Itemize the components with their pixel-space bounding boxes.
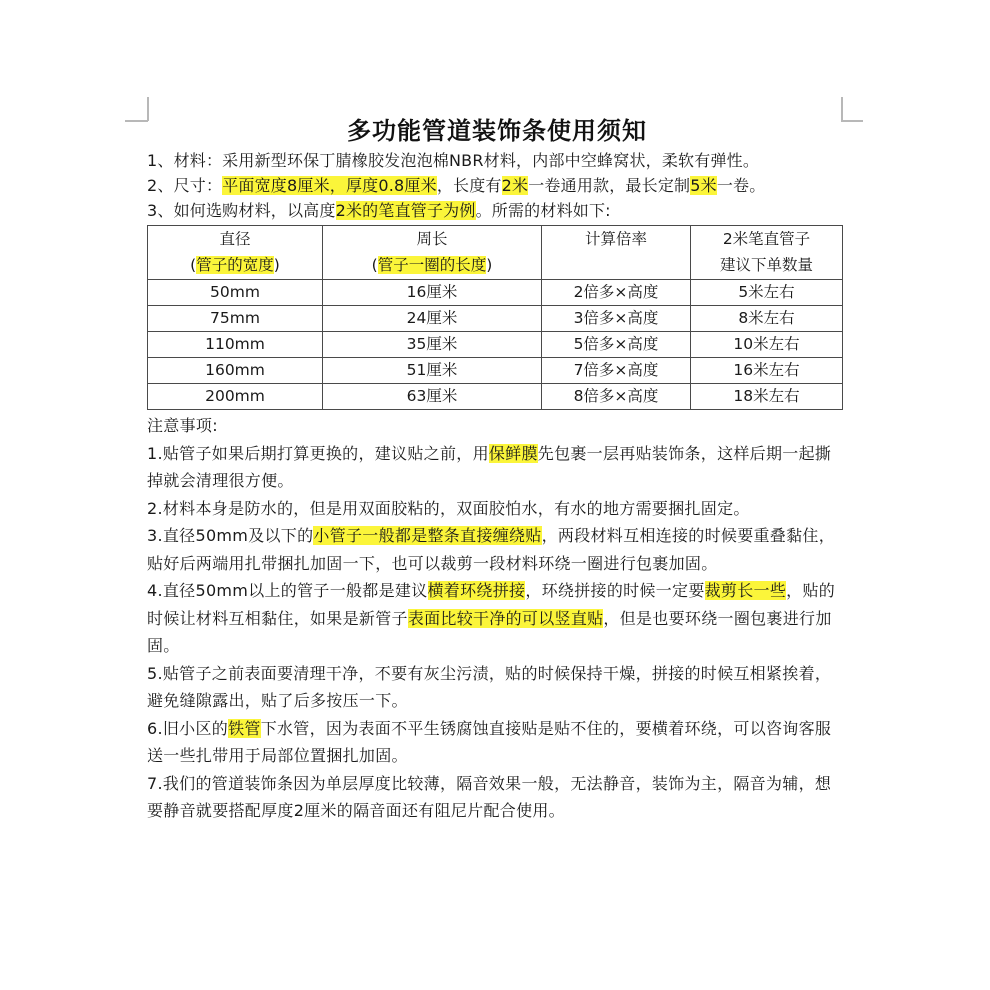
note-text: ，两段材料互相连接的时候要重叠黏住，贴好后两端用扎带捆扎加固一下，也可以裁剪一段材料环绕一圈进行包裹加固。 [147, 526, 836, 573]
intro-text: 一卷。 [716, 176, 766, 195]
header-highlight: 管子一圈的长度 [377, 256, 487, 274]
table-cell: 50mm [148, 280, 323, 306]
material-table [147, 225, 843, 410]
document-page [147, 114, 847, 825]
table-cell: 5倍多×高度 [542, 332, 691, 358]
table-cell: 16厘米 [323, 280, 542, 306]
note-item-5 [147, 660, 842, 715]
table-row [148, 332, 843, 358]
note-text: 6.旧小区的 [147, 718, 229, 738]
intro-line-3 [147, 198, 847, 223]
intro-highlight: 2米 [501, 176, 529, 195]
table-cell: 51厘米 [323, 358, 542, 384]
table-header-cell: 周长 (管子一圈的长度) [323, 226, 542, 280]
note-text: ，环绕拼接的时候一定要 [525, 581, 705, 600]
table-header-cell: 计算倍率 [542, 226, 691, 280]
note-text: 下水管，因为表面不平生锈腐蚀直接贴是贴不住的，要横着环绕，可以咨询客服送一些扎带用于局部位置捆扎加固。 [147, 718, 832, 765]
note-text: 3.直径50mm及以下的 [147, 526, 314, 545]
note-text: 1.贴管子如果后期打算更换的，建议贴之前，用 [147, 443, 489, 463]
intro-text: 一卷通用款，最长定制 [528, 176, 691, 195]
note-item-2 [147, 495, 842, 523]
table-row [148, 384, 843, 410]
document-title: 多功能管道装饰条使用须知 [347, 117, 647, 145]
table-cell: 63厘米 [323, 384, 542, 410]
note-highlight: 小管子一般都是整条直接缠绕贴 [313, 526, 542, 545]
notes-section [147, 412, 847, 825]
note-text: 2.材料本身是防水的，但是用双面胶粘的，双面胶怕水，有水的地方需要捆扎固定。 [147, 498, 750, 518]
table-cell: 24厘米 [323, 306, 542, 332]
intro-highlight: 平面宽度8厘米，厚度0.8厘米 [222, 176, 437, 195]
note-text: ，但是也要环绕一圈包裹进行加固。 [147, 608, 832, 655]
note-item-6 [147, 715, 842, 770]
table-row [148, 280, 843, 306]
note-text: 5.贴管子之前表面要清理干净，不要有灰尘污渍，贴的时候保持干燥，拼接的时候互相紧挨着，避免缝隙露出，贴了后多按压一下。 [147, 663, 832, 710]
note-text: 4.直径50mm以上的管子一般都是建议 [147, 581, 428, 600]
intro-text: 。所需的材料如下: [475, 201, 611, 220]
intro-text: ，长度有 [436, 176, 502, 195]
table-row [148, 358, 843, 384]
table-cell: 10米左右 [691, 332, 843, 358]
note-highlight: 表面比较干净的可以竖直贴 [407, 608, 604, 628]
table-cell: 2倍多×高度 [542, 280, 691, 306]
note-text: 先包裹一层再贴装饰条，这样后期一起撕掉就会清理很方便。 [147, 443, 832, 490]
table-cell: 7倍多×高度 [542, 358, 691, 384]
table-row [148, 306, 843, 332]
intro-highlight: 5米 [690, 176, 717, 195]
intro-text: 3、如何选购材料，以高度 [147, 201, 336, 220]
note-highlight: 铁管 [228, 718, 261, 738]
table-cell: 200mm [148, 384, 323, 410]
table-cell: 16米左右 [691, 358, 843, 384]
table-header-cell: 2米笔直管子 建议下单数量 [691, 226, 843, 280]
note-text: ，贴的时候让材料互相黏住，如果是新管子 [147, 581, 836, 628]
intro-section [147, 148, 847, 223]
intro-line-2 [147, 173, 847, 198]
note-highlight: 横着环绕拼接 [427, 581, 526, 600]
note-text: 7.我们的管道装饰条因为单层厚度比较薄，隔音效果一般，无法静音，装饰为主，隔音为辅，想要静音就要搭配厚度2厘米的隔音面还有阻尼片配合使用。 [147, 773, 832, 820]
header-highlight: 管子的宽度 [196, 256, 274, 274]
table-cell: 8米左右 [691, 306, 843, 332]
table-cell: 5米左右 [691, 280, 843, 306]
note-item-3 [147, 522, 842, 577]
intro-highlight: 2米的笔直管子为例 [335, 201, 476, 220]
note-item-4 [147, 577, 842, 660]
note-item-7 [147, 770, 842, 825]
table-cell: 8倍多×高度 [542, 384, 691, 410]
table-header-cell: 直径 (管子的宽度) [148, 226, 323, 280]
note-item-1 [147, 440, 842, 495]
corner-mark-left-horizontal [125, 120, 148, 122]
intro-text: 2、尺寸： [147, 176, 223, 195]
table-cell: 110mm [148, 332, 323, 358]
table-cell: 18米左右 [691, 384, 843, 410]
table-cell: 160mm [148, 358, 323, 384]
table-cell: 75mm [148, 306, 323, 332]
table-cell: 3倍多×高度 [542, 306, 691, 332]
notes-heading: 注意事项: [147, 416, 218, 435]
note-highlight: 保鲜膜 [488, 443, 538, 463]
intro-line-1 [147, 148, 847, 173]
intro-text: 1、材料：采用新型环保丁腈橡胶发泡泡棉NBR材料，内部中空蜂窝状，柔软有弹性。 [147, 151, 760, 170]
table-cell: 35厘米 [323, 332, 542, 358]
note-highlight: 裁剪长一些 [704, 581, 787, 600]
table-header-row [148, 226, 843, 280]
